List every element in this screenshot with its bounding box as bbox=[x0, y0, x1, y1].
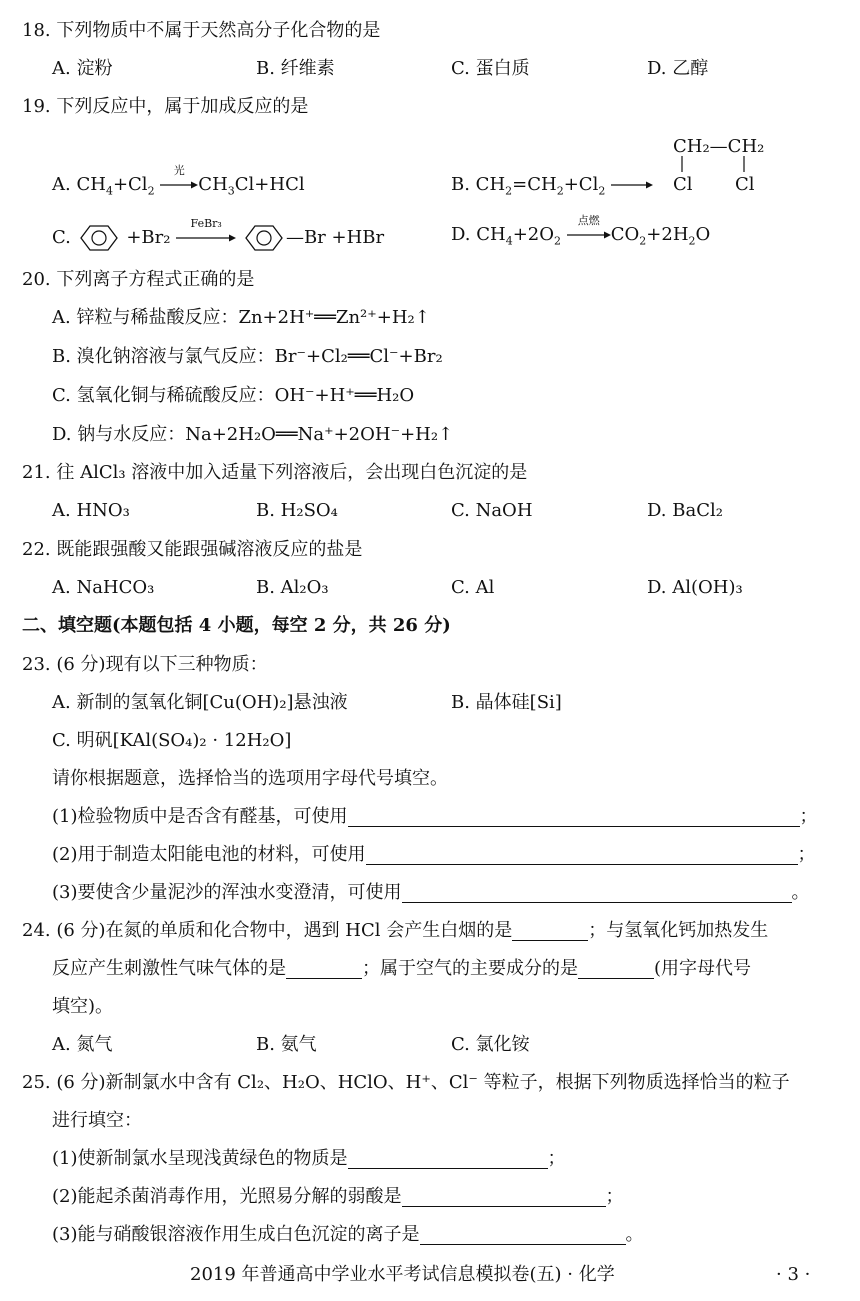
q24-line-3: 填空)。 bbox=[52, 996, 114, 1017]
q19-b-product-cl1: Cl bbox=[673, 174, 693, 195]
q25-line-2: 进行填空： bbox=[52, 1110, 142, 1131]
answer-blank[interactable] bbox=[286, 960, 362, 979]
q19-b-product-bonds bbox=[680, 156, 750, 176]
reaction-arrow-icon bbox=[567, 214, 611, 244]
q24-line-2 bbox=[52, 960, 751, 979]
q21-option-c: C. NaOH bbox=[451, 500, 533, 521]
q23-option-a: A. 新制的氢氧化铜[Cu(OH)₂]悬浊液 bbox=[52, 692, 348, 713]
section-heading: 二、填空题(本题包括 4 小题，每空 2 分，共 26 分) bbox=[22, 615, 451, 636]
reaction-arrow-icon bbox=[611, 176, 653, 194]
q25-part-3-end: 。 bbox=[625, 1224, 644, 1245]
q19-b-product-chain: CH₂—CH₂ bbox=[673, 136, 765, 157]
q25-part-3 bbox=[52, 1226, 644, 1245]
q22-option-d: D. Al(OH)₃ bbox=[647, 577, 743, 598]
q23-part-3 bbox=[52, 884, 810, 903]
q25-part-2-end: ； bbox=[605, 1186, 624, 1207]
q23-stem: 23. (6 分)现有以下三种物质： bbox=[22, 654, 268, 675]
answer-blank[interactable] bbox=[420, 1226, 626, 1245]
answer-blank[interactable] bbox=[578, 960, 654, 979]
q21-stem: 21. 往 AlCl₃ 溶液中加入适量下列溶液后，会出现白色沉淀的是 bbox=[22, 462, 528, 483]
q18-option-c: C. 蛋白质 bbox=[451, 58, 530, 79]
answer-blank[interactable] bbox=[348, 808, 800, 827]
q19-c-reagent: +Br₂ bbox=[126, 227, 171, 248]
answer-blank[interactable] bbox=[366, 846, 798, 865]
q23-part-1-end: ； bbox=[799, 806, 818, 827]
q19-c-label: C. bbox=[52, 227, 71, 248]
q19-d-label: D. bbox=[451, 224, 471, 245]
q22-option-b: B. Al₂O₃ bbox=[256, 577, 329, 598]
q25-part-1-text: (1)使新制氯水呈现浅黄绿色的物质是 bbox=[52, 1148, 348, 1169]
page-number: · 3 · bbox=[776, 1264, 811, 1285]
q24-line-1 bbox=[22, 922, 768, 941]
q23-part-2-text: (2)用于制造太阳能电池的材料，可使用 bbox=[52, 844, 366, 865]
q21-option-a: A. HNO₃ bbox=[52, 500, 130, 521]
q19-c-condition: FeBr₃ bbox=[190, 217, 222, 230]
benzene-ring-icon bbox=[242, 224, 286, 252]
q25-part-2-text: (2)能起杀菌消毒作用，光照易分解的弱酸是 bbox=[52, 1186, 402, 1207]
q25-part-1 bbox=[52, 1150, 566, 1169]
q19-b-product-cl2: Cl bbox=[735, 174, 755, 195]
q23-instruction: 请你根据题意，选择恰当的选项用字母代号填空。 bbox=[52, 768, 448, 789]
q19-b-label: B. bbox=[451, 174, 470, 195]
footer-title: 2019 年普通高中学业水平考试信息模拟卷(五) · 化学 bbox=[190, 1264, 615, 1285]
q19-c-byproduct: +HBr bbox=[331, 227, 385, 248]
q24-line-1-tail: ；与氢氧化钙加热发生 bbox=[588, 920, 769, 941]
q24-line-2-mid: ；属于空气的主要成分的是 bbox=[362, 958, 578, 979]
q19-c-substituent: —Br bbox=[285, 227, 326, 248]
q24-line-1-text: 24. (6 分)在氮的单质和化合物中，遇到 HCl 会产生白烟的是 bbox=[22, 920, 513, 941]
q20-option-d: D. 钠与水反应：Na+2H₂O══Na⁺+2OH⁻+H₂↑ bbox=[52, 424, 454, 445]
q23-part-3-end: 。 bbox=[791, 882, 810, 903]
q18-stem: 18. 下列物质中不属于天然高分子化合物的是 bbox=[22, 20, 381, 41]
q19-a-label: A. bbox=[52, 174, 71, 195]
q23-part-1-text: (1)检验物质中是否含有醛基，可使用 bbox=[52, 806, 348, 827]
q18-option-d: D. 乙醇 bbox=[647, 58, 709, 79]
q18-option-a: A. 淀粉 bbox=[52, 58, 113, 79]
q19-stem: 19. 下列反应中，属于加成反应的是 bbox=[22, 96, 309, 117]
q19-option-c bbox=[52, 217, 385, 252]
answer-blank[interactable] bbox=[402, 884, 792, 903]
q25-part-2 bbox=[52, 1188, 624, 1207]
q23-part-3-text: (3)要使含少量泥沙的浑浊水变澄清，可使用 bbox=[52, 882, 402, 903]
q19-d-condition: 点燃 bbox=[577, 214, 600, 227]
q22-stem: 22. 既能跟强酸又能跟强碱溶液反应的盐是 bbox=[22, 539, 363, 560]
q18-option-b: B. 纤维素 bbox=[256, 58, 335, 79]
benzene-ring-icon bbox=[77, 224, 121, 252]
q20-stem: 20. 下列离子方程式正确的是 bbox=[22, 269, 255, 290]
q20-option-a: A. 锌粒与稀盐酸反应：Zn+2H⁺══Zn²⁺+H₂↑ bbox=[52, 307, 430, 328]
q24-option-a: A. 氮气 bbox=[52, 1034, 113, 1055]
answer-blank[interactable] bbox=[512, 922, 588, 941]
q19-option-a: A. $CH_4+Cl_2$ 光 $CH_3Cl+HCl$ bbox=[52, 164, 305, 198]
q20-option-c: C. 氢氧化铜与稀硫酸反应：OH⁻+H⁺══H₂O bbox=[52, 385, 415, 406]
q21-option-b: B. H₂SO₄ bbox=[256, 500, 338, 521]
q19-option-d: D. $CH_4+2O_2$ 点燃 $CO_2+2H_2O$ bbox=[451, 214, 711, 248]
q22-option-a: A. NaHCO₃ bbox=[52, 577, 155, 598]
answer-blank[interactable] bbox=[402, 1188, 606, 1207]
q25-part-1-end: ； bbox=[547, 1148, 566, 1169]
q23-part-1 bbox=[52, 808, 818, 827]
q19-a-condition: 光 bbox=[173, 164, 185, 177]
q23-option-b: B. 晶体硅[Si] bbox=[451, 692, 562, 713]
q19-option-b: B. $CH_2=CH_2+Cl_2$ bbox=[451, 176, 653, 194]
q23-part-2-end: ； bbox=[797, 844, 816, 865]
q24-line-2-text: 反应产生刺激性气味气体的是 bbox=[52, 958, 286, 979]
q23-part-2 bbox=[52, 846, 816, 865]
q24-line-2-tail: (用字母代号 bbox=[654, 958, 752, 979]
q25-part-3-text: (3)能与硝酸银溶液作用生成白色沉淀的离子是 bbox=[52, 1224, 420, 1245]
answer-blank[interactable] bbox=[348, 1150, 548, 1169]
q24-option-c: C. 氯化铵 bbox=[451, 1034, 530, 1055]
q23-option-c: C. 明矾[KAl(SO₄)₂ · 12H₂O] bbox=[52, 730, 292, 751]
reaction-arrow-icon bbox=[176, 217, 236, 247]
q21-option-d: D. BaCl₂ bbox=[647, 500, 723, 521]
q24-option-b: B. 氨气 bbox=[256, 1034, 317, 1055]
q22-option-c: C. Al bbox=[451, 577, 495, 598]
q25-line-1: 25. (6 分)新制氯水中含有 Cl₂、H₂O、HClO、H⁺、Cl⁻ 等粒子，根据下列物质选择恰当的粒子 bbox=[22, 1072, 790, 1093]
q20-option-b: B. 溴化钠溶液与氯气反应：Br⁻+Cl₂══Cl⁻+Br₂ bbox=[52, 346, 443, 367]
reaction-arrow-icon bbox=[160, 164, 198, 194]
